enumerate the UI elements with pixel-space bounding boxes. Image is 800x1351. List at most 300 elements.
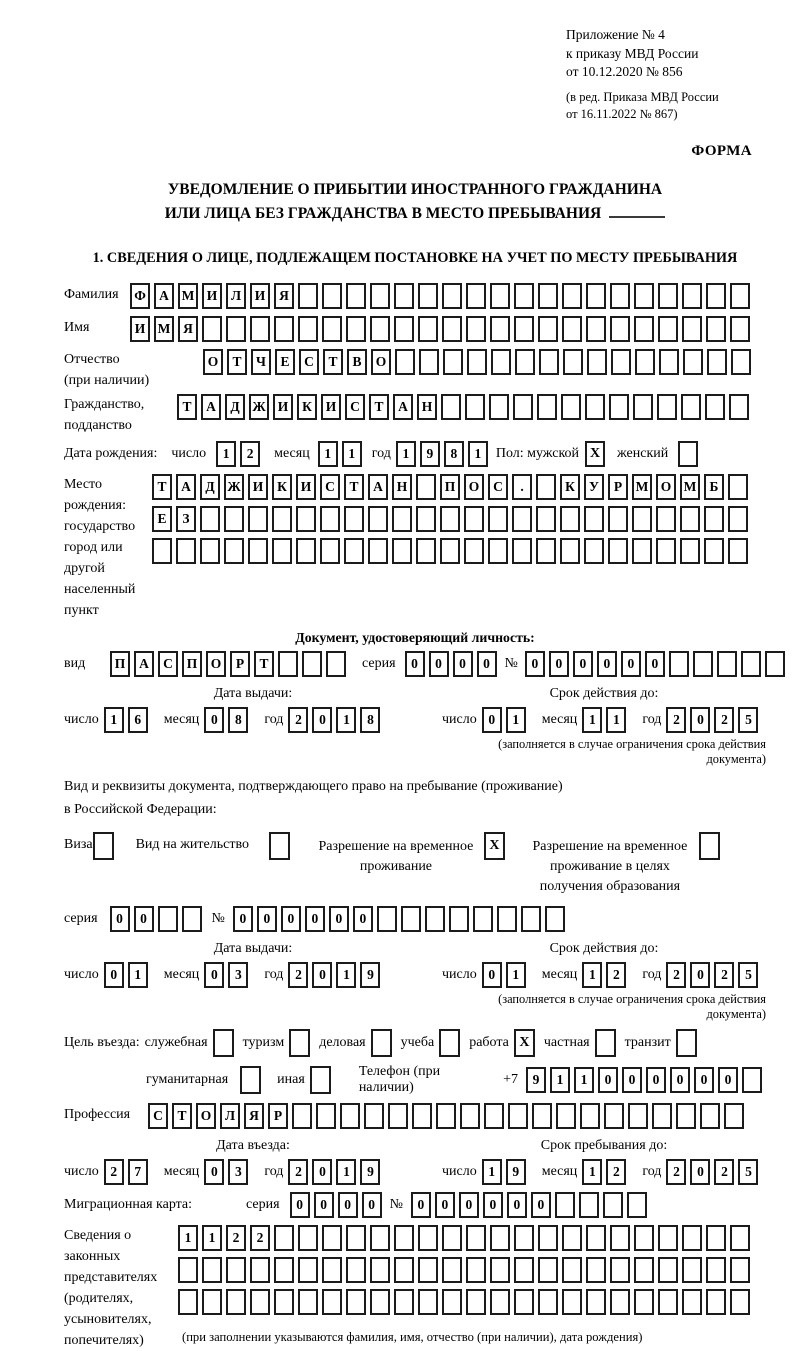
char-cell[interactable]: 3 <box>228 962 248 988</box>
char-cell[interactable]: 2 <box>666 962 686 988</box>
char-cell[interactable] <box>680 506 700 532</box>
char-cell[interactable] <box>425 906 445 932</box>
char-cell[interactable]: 0 <box>482 707 502 733</box>
char-cell[interactable] <box>442 283 462 309</box>
char-cell[interactable] <box>274 1225 294 1251</box>
char-cell[interactable] <box>704 538 724 564</box>
purpose-business-checkbox[interactable] <box>371 1029 392 1057</box>
char-cell[interactable]: 0 <box>312 707 332 733</box>
char-cell[interactable] <box>586 316 606 342</box>
char-cell[interactable]: 1 <box>550 1067 570 1093</box>
char-cell[interactable]: 0 <box>690 1159 710 1185</box>
char-cell[interactable]: А <box>134 651 154 677</box>
char-cell[interactable] <box>562 1225 582 1251</box>
char-cell[interactable]: 1 <box>104 707 124 733</box>
char-cell[interactable] <box>512 538 532 564</box>
char-cell[interactable] <box>659 349 679 375</box>
char-cell[interactable] <box>586 1289 606 1315</box>
char-cell[interactable]: 1 <box>336 962 356 988</box>
char-cell[interactable]: 9 <box>506 1159 526 1185</box>
char-cell[interactable]: Ж <box>249 394 269 420</box>
char-cell[interactable] <box>700 1103 720 1129</box>
char-cell[interactable] <box>322 1225 342 1251</box>
char-cell[interactable]: Н <box>392 474 412 500</box>
char-cell[interactable] <box>443 349 463 375</box>
char-cell[interactable]: И <box>296 474 316 500</box>
char-cell[interactable] <box>182 906 202 932</box>
char-cell[interactable]: 0 <box>690 707 710 733</box>
char-cell[interactable] <box>465 394 485 420</box>
char-cell[interactable]: Т <box>177 394 197 420</box>
char-cell[interactable] <box>200 538 220 564</box>
char-cell[interactable]: 2 <box>250 1225 270 1251</box>
char-cell[interactable] <box>584 506 604 532</box>
char-cell[interactable]: 1 <box>506 962 526 988</box>
char-cell[interactable]: 0 <box>134 906 154 932</box>
char-cell[interactable] <box>634 1257 654 1283</box>
char-cell[interactable]: О <box>656 474 676 500</box>
char-cell[interactable]: К <box>297 394 317 420</box>
char-cell[interactable] <box>682 283 702 309</box>
char-cell[interactable] <box>724 1103 744 1129</box>
char-cell[interactable] <box>490 1257 510 1283</box>
char-cell[interactable] <box>580 1103 600 1129</box>
char-cell[interactable] <box>538 1289 558 1315</box>
char-cell[interactable]: 2 <box>226 1225 246 1251</box>
char-cell[interactable]: 0 <box>110 906 130 932</box>
char-cell[interactable]: 1 <box>336 1159 356 1185</box>
char-cell[interactable] <box>292 1103 312 1129</box>
char-cell[interactable] <box>536 474 556 500</box>
char-cell[interactable]: 1 <box>482 1159 502 1185</box>
char-cell[interactable] <box>272 538 292 564</box>
char-cell[interactable] <box>322 283 342 309</box>
char-cell[interactable] <box>682 1289 702 1315</box>
char-cell[interactable]: О <box>371 349 391 375</box>
char-cell[interactable]: С <box>299 349 319 375</box>
char-cell[interactable]: 0 <box>312 1159 332 1185</box>
char-cell[interactable]: 0 <box>353 906 373 932</box>
char-cell[interactable] <box>658 316 678 342</box>
char-cell[interactable]: 2 <box>606 1159 626 1185</box>
char-cell[interactable] <box>298 283 318 309</box>
char-cell[interactable] <box>561 394 581 420</box>
char-cell[interactable] <box>562 1257 582 1283</box>
char-cell[interactable] <box>705 394 725 420</box>
char-cell[interactable] <box>466 1257 486 1283</box>
char-cell[interactable]: М <box>178 283 198 309</box>
char-cell[interactable] <box>467 349 487 375</box>
char-cell[interactable]: 5 <box>738 1159 758 1185</box>
char-cell[interactable]: 9 <box>360 962 380 988</box>
char-cell[interactable]: 1 <box>336 707 356 733</box>
char-cell[interactable]: Б <box>704 474 724 500</box>
char-cell[interactable]: С <box>158 651 178 677</box>
char-cell[interactable] <box>340 1103 360 1129</box>
char-cell[interactable]: Т <box>369 394 389 420</box>
purpose-study-checkbox[interactable] <box>439 1029 460 1057</box>
char-cell[interactable] <box>538 316 558 342</box>
char-cell[interactable] <box>610 283 630 309</box>
char-cell[interactable]: М <box>680 474 700 500</box>
char-cell[interactable]: 0 <box>329 906 349 932</box>
char-cell[interactable] <box>633 394 653 420</box>
char-cell[interactable] <box>604 1103 624 1129</box>
char-cell[interactable] <box>681 394 701 420</box>
char-cell[interactable] <box>346 1289 366 1315</box>
char-cell[interactable]: 9 <box>360 1159 380 1185</box>
char-cell[interactable] <box>579 1192 599 1218</box>
char-cell[interactable] <box>706 1289 726 1315</box>
char-cell[interactable]: 1 <box>202 1225 222 1251</box>
purpose-transit-checkbox[interactable] <box>676 1029 697 1057</box>
char-cell[interactable]: 6 <box>128 707 148 733</box>
char-cell[interactable] <box>176 538 196 564</box>
char-cell[interactable]: 0 <box>204 962 224 988</box>
char-cell[interactable] <box>346 1257 366 1283</box>
char-cell[interactable] <box>440 538 460 564</box>
char-cell[interactable] <box>224 506 244 532</box>
char-cell[interactable] <box>586 283 606 309</box>
char-cell[interactable]: 0 <box>646 1067 666 1093</box>
char-cell[interactable] <box>442 1225 462 1251</box>
char-cell[interactable]: П <box>182 651 202 677</box>
char-cell[interactable] <box>491 349 511 375</box>
char-cell[interactable]: 0 <box>405 651 425 677</box>
char-cell[interactable]: Т <box>323 349 343 375</box>
char-cell[interactable] <box>484 1103 504 1129</box>
char-cell[interactable]: 1 <box>178 1225 198 1251</box>
char-cell[interactable]: 3 <box>228 1159 248 1185</box>
residence-permit-checkbox[interactable] <box>269 832 290 860</box>
char-cell[interactable] <box>346 283 366 309</box>
char-cell[interactable] <box>514 283 534 309</box>
char-cell[interactable] <box>248 506 268 532</box>
char-cell[interactable]: 0 <box>204 1159 224 1185</box>
char-cell[interactable] <box>466 283 486 309</box>
char-cell[interactable] <box>473 906 493 932</box>
char-cell[interactable] <box>490 316 510 342</box>
char-cell[interactable] <box>394 316 414 342</box>
visa-checkbox[interactable] <box>93 832 114 860</box>
char-cell[interactable]: 1 <box>582 1159 602 1185</box>
char-cell[interactable]: А <box>201 394 221 420</box>
char-cell[interactable] <box>555 1192 575 1218</box>
char-cell[interactable]: К <box>560 474 580 500</box>
char-cell[interactable] <box>706 1225 726 1251</box>
char-cell[interactable] <box>538 283 558 309</box>
char-cell[interactable] <box>322 316 342 342</box>
char-cell[interactable] <box>765 651 785 677</box>
char-cell[interactable] <box>388 1103 408 1129</box>
char-cell[interactable] <box>514 1225 534 1251</box>
char-cell[interactable] <box>394 1257 414 1283</box>
char-cell[interactable] <box>730 316 750 342</box>
char-cell[interactable] <box>152 538 172 564</box>
char-cell[interactable]: 1 <box>506 707 526 733</box>
char-cell[interactable]: 0 <box>525 651 545 677</box>
char-cell[interactable]: 1 <box>318 441 338 467</box>
purpose-official-checkbox[interactable] <box>213 1029 234 1057</box>
char-cell[interactable]: Д <box>200 474 220 500</box>
char-cell[interactable] <box>680 538 700 564</box>
char-cell[interactable] <box>364 1103 384 1129</box>
char-cell[interactable] <box>490 1225 510 1251</box>
char-cell[interactable]: 1 <box>574 1067 594 1093</box>
char-cell[interactable] <box>320 506 340 532</box>
char-cell[interactable] <box>514 1257 534 1283</box>
char-cell[interactable]: 0 <box>549 651 569 677</box>
char-cell[interactable] <box>515 349 535 375</box>
char-cell[interactable] <box>296 506 316 532</box>
char-cell[interactable] <box>742 1067 762 1093</box>
char-cell[interactable] <box>682 1257 702 1283</box>
char-cell[interactable] <box>320 538 340 564</box>
char-cell[interactable]: 0 <box>305 906 325 932</box>
char-cell[interactable] <box>449 906 469 932</box>
char-cell[interactable]: С <box>345 394 365 420</box>
char-cell[interactable] <box>729 394 749 420</box>
char-cell[interactable] <box>298 1289 318 1315</box>
char-cell[interactable] <box>322 1289 342 1315</box>
char-cell[interactable] <box>202 316 222 342</box>
char-cell[interactable] <box>226 1289 246 1315</box>
char-cell[interactable]: В <box>347 349 367 375</box>
char-cell[interactable] <box>707 349 727 375</box>
char-cell[interactable] <box>676 1103 696 1129</box>
char-cell[interactable] <box>418 283 438 309</box>
char-cell[interactable] <box>632 538 652 564</box>
char-cell[interactable] <box>344 538 364 564</box>
char-cell[interactable] <box>344 506 364 532</box>
char-cell[interactable]: И <box>273 394 293 420</box>
char-cell[interactable] <box>441 394 461 420</box>
purpose-work-checkbox[interactable]: X <box>514 1029 535 1057</box>
char-cell[interactable] <box>635 349 655 375</box>
char-cell[interactable] <box>730 1257 750 1283</box>
char-cell[interactable] <box>632 506 652 532</box>
char-cell[interactable] <box>512 506 532 532</box>
char-cell[interactable] <box>392 538 412 564</box>
char-cell[interactable] <box>346 316 366 342</box>
char-cell[interactable] <box>728 538 748 564</box>
char-cell[interactable] <box>488 538 508 564</box>
char-cell[interactable]: О <box>203 349 223 375</box>
char-cell[interactable] <box>586 1225 606 1251</box>
char-cell[interactable] <box>416 506 436 532</box>
char-cell[interactable]: 0 <box>694 1067 714 1093</box>
char-cell[interactable] <box>466 1289 486 1315</box>
char-cell[interactable] <box>532 1103 552 1129</box>
char-cell[interactable]: 0 <box>482 962 502 988</box>
char-cell[interactable]: 1 <box>342 441 362 467</box>
char-cell[interactable] <box>419 349 439 375</box>
char-cell[interactable] <box>158 906 178 932</box>
char-cell[interactable]: Т <box>254 651 274 677</box>
char-cell[interactable]: 0 <box>362 1192 382 1218</box>
char-cell[interactable] <box>178 1257 198 1283</box>
char-cell[interactable] <box>298 1225 318 1251</box>
temp-residence-edu-checkbox[interactable] <box>699 832 720 860</box>
char-cell[interactable]: 5 <box>738 707 758 733</box>
char-cell[interactable] <box>460 1103 480 1129</box>
char-cell[interactable]: Е <box>152 506 172 532</box>
char-cell[interactable]: Я <box>244 1103 264 1129</box>
char-cell[interactable] <box>394 1225 414 1251</box>
char-cell[interactable] <box>316 1103 336 1129</box>
char-cell[interactable]: А <box>154 283 174 309</box>
sex-male-checkbox[interactable]: X <box>585 441 605 467</box>
char-cell[interactable]: И <box>250 283 270 309</box>
char-cell[interactable] <box>652 1103 672 1129</box>
char-cell[interactable]: Л <box>226 283 246 309</box>
char-cell[interactable] <box>274 316 294 342</box>
char-cell[interactable] <box>706 1257 726 1283</box>
char-cell[interactable] <box>608 538 628 564</box>
char-cell[interactable]: 9 <box>420 441 440 467</box>
char-cell[interactable] <box>489 394 509 420</box>
char-cell[interactable] <box>416 474 436 500</box>
char-cell[interactable]: 0 <box>621 651 641 677</box>
char-cell[interactable] <box>706 283 726 309</box>
char-cell[interactable]: 2 <box>104 1159 124 1185</box>
char-cell[interactable] <box>585 394 605 420</box>
char-cell[interactable]: 7 <box>128 1159 148 1185</box>
char-cell[interactable]: Д <box>225 394 245 420</box>
char-cell[interactable]: 8 <box>444 441 464 467</box>
char-cell[interactable]: 0 <box>411 1192 431 1218</box>
char-cell[interactable]: М <box>154 316 174 342</box>
char-cell[interactable] <box>560 506 580 532</box>
char-cell[interactable] <box>322 1257 342 1283</box>
char-cell[interactable] <box>298 1257 318 1283</box>
char-cell[interactable] <box>377 906 397 932</box>
char-cell[interactable]: 2 <box>714 707 734 733</box>
char-cell[interactable]: 0 <box>312 962 332 988</box>
char-cell[interactable] <box>656 506 676 532</box>
char-cell[interactable]: Л <box>220 1103 240 1129</box>
char-cell[interactable]: С <box>488 474 508 500</box>
char-cell[interactable]: Ф <box>130 283 150 309</box>
char-cell[interactable]: З <box>176 506 196 532</box>
char-cell[interactable]: 2 <box>714 962 734 988</box>
char-cell[interactable]: О <box>464 474 484 500</box>
char-cell[interactable] <box>562 1289 582 1315</box>
char-cell[interactable]: 0 <box>104 962 124 988</box>
char-cell[interactable] <box>418 1289 438 1315</box>
char-cell[interactable]: Р <box>268 1103 288 1129</box>
char-cell[interactable]: М <box>632 474 652 500</box>
char-cell[interactable]: 8 <box>228 707 248 733</box>
char-cell[interactable]: Е <box>275 349 295 375</box>
char-cell[interactable]: 2 <box>240 441 260 467</box>
char-cell[interactable] <box>368 538 388 564</box>
char-cell[interactable]: 0 <box>290 1192 310 1218</box>
char-cell[interactable] <box>634 1225 654 1251</box>
char-cell[interactable]: 0 <box>281 906 301 932</box>
char-cell[interactable] <box>250 316 270 342</box>
char-cell[interactable] <box>693 651 713 677</box>
char-cell[interactable] <box>728 506 748 532</box>
char-cell[interactable] <box>730 283 750 309</box>
char-cell[interactable]: Т <box>152 474 172 500</box>
char-cell[interactable] <box>706 316 726 342</box>
char-cell[interactable] <box>278 651 298 677</box>
char-cell[interactable] <box>274 1289 294 1315</box>
char-cell[interactable] <box>392 506 412 532</box>
char-cell[interactable] <box>466 1225 486 1251</box>
char-cell[interactable]: 0 <box>257 906 277 932</box>
char-cell[interactable] <box>370 1257 390 1283</box>
char-cell[interactable] <box>731 349 751 375</box>
char-cell[interactable] <box>657 394 677 420</box>
char-cell[interactable] <box>610 1225 630 1251</box>
char-cell[interactable]: 1 <box>216 441 236 467</box>
char-cell[interactable]: 0 <box>670 1067 690 1093</box>
char-cell[interactable] <box>488 506 508 532</box>
char-cell[interactable] <box>394 1289 414 1315</box>
char-cell[interactable] <box>416 538 436 564</box>
char-cell[interactable]: 2 <box>288 962 308 988</box>
char-cell[interactable] <box>302 651 322 677</box>
char-cell[interactable]: И <box>248 474 268 500</box>
char-cell[interactable]: 0 <box>690 962 710 988</box>
char-cell[interactable] <box>412 1103 432 1129</box>
char-cell[interactable] <box>556 1103 576 1129</box>
char-cell[interactable] <box>442 1257 462 1283</box>
char-cell[interactable] <box>627 1192 647 1218</box>
char-cell[interactable] <box>682 316 702 342</box>
char-cell[interactable] <box>609 394 629 420</box>
char-cell[interactable] <box>272 506 292 532</box>
char-cell[interactable] <box>442 316 462 342</box>
char-cell[interactable]: А <box>393 394 413 420</box>
char-cell[interactable] <box>514 1289 534 1315</box>
char-cell[interactable] <box>610 1289 630 1315</box>
char-cell[interactable]: И <box>202 283 222 309</box>
char-cell[interactable] <box>610 316 630 342</box>
char-cell[interactable]: 0 <box>531 1192 551 1218</box>
char-cell[interactable] <box>418 1257 438 1283</box>
char-cell[interactable] <box>656 538 676 564</box>
char-cell[interactable]: 0 <box>338 1192 358 1218</box>
char-cell[interactable] <box>346 1225 366 1251</box>
char-cell[interactable]: 8 <box>360 707 380 733</box>
char-cell[interactable] <box>250 1257 270 1283</box>
char-cell[interactable] <box>586 1257 606 1283</box>
char-cell[interactable]: А <box>176 474 196 500</box>
char-cell[interactable] <box>442 1289 462 1315</box>
char-cell[interactable]: 0 <box>477 651 497 677</box>
char-cell[interactable] <box>634 1289 654 1315</box>
char-cell[interactable] <box>730 1289 750 1315</box>
char-cell[interactable]: С <box>320 474 340 500</box>
char-cell[interactable]: 0 <box>573 651 593 677</box>
char-cell[interactable] <box>395 349 415 375</box>
char-cell[interactable]: 1 <box>468 441 488 467</box>
char-cell[interactable] <box>587 349 607 375</box>
char-cell[interactable] <box>440 506 460 532</box>
char-cell[interactable] <box>418 316 438 342</box>
char-cell[interactable] <box>394 283 414 309</box>
char-cell[interactable]: 0 <box>453 651 473 677</box>
char-cell[interactable]: И <box>130 316 150 342</box>
char-cell[interactable] <box>634 283 654 309</box>
char-cell[interactable] <box>497 906 517 932</box>
char-cell[interactable] <box>536 538 556 564</box>
char-cell[interactable]: Т <box>344 474 364 500</box>
char-cell[interactable]: 2 <box>666 1159 686 1185</box>
